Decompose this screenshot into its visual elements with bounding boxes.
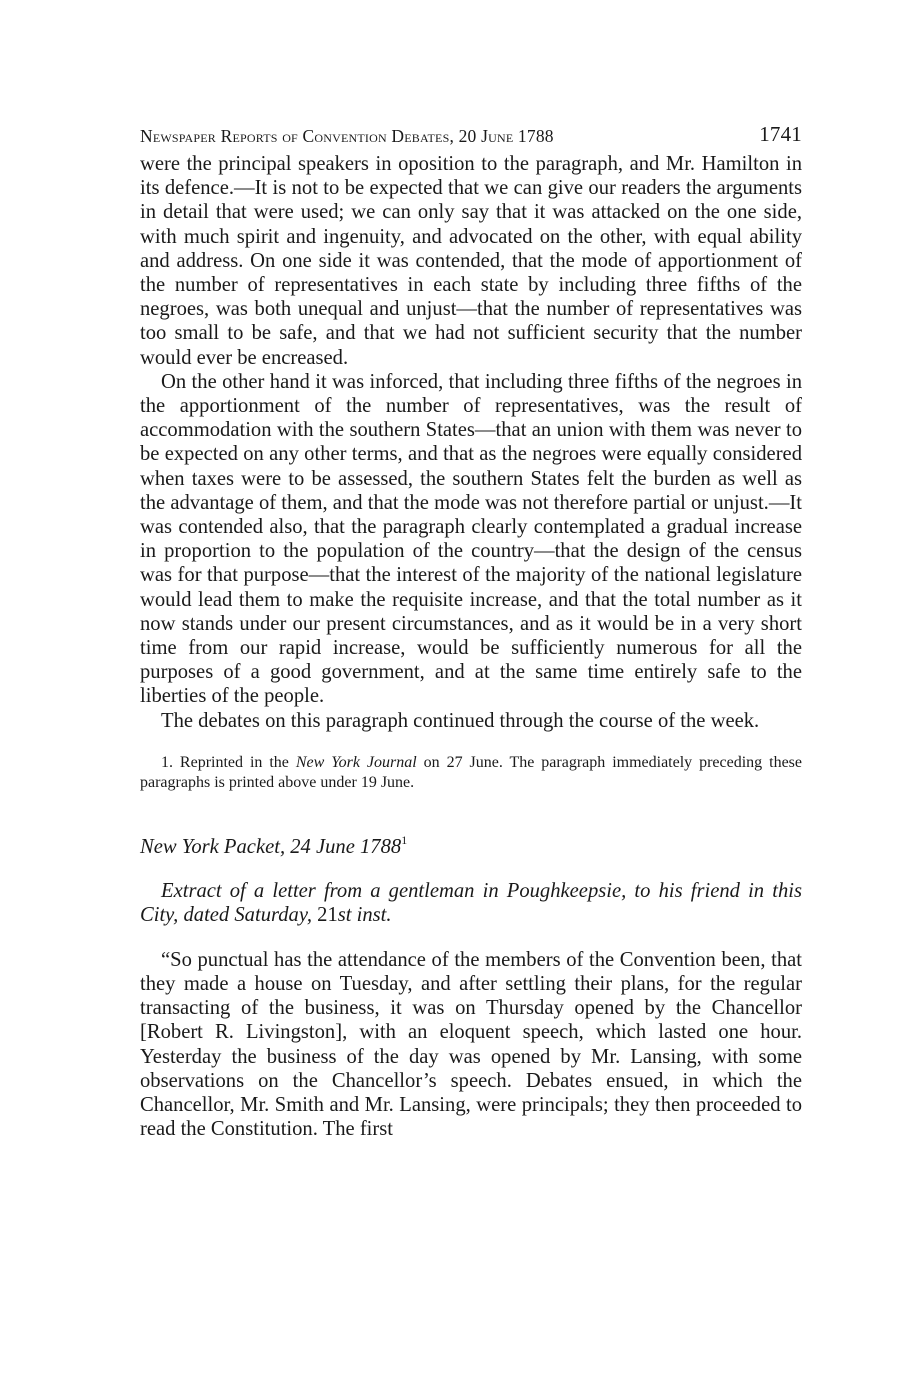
footnote-suffix: on 27 June. The paragraph immediately preceding these paragraphs is printed above under 19 June. bbox=[140, 753, 802, 791]
extract-heading-suffix: st inst. bbox=[337, 904, 392, 927]
document-heading-note-ref: 1 bbox=[401, 832, 408, 847]
paragraph-continuation: were the principal speakers in oposition to the paragraph, and Mr. Hamilton in its defence.—It is not to be expected that we can give our readers the arguments in detail that were used; we can only say that it was attacked on the one side, with much spirit and ingenuity, and advocated on the other, with equal ability and address. On one side it was contended, that the mode of apportionment of the number of representatives in each state by including three fifths of the negroes, was both unequal and unjust—that the number of representatives was too small to be safe, and that we had not sufficient security that the number would ever be encreased. bbox=[140, 153, 802, 369]
document-heading-title: New York Packet, 24 June 1788 bbox=[140, 835, 402, 858]
report-body bbox=[140, 152, 802, 733]
running-header bbox=[140, 118, 802, 152]
extract-heading bbox=[140, 879, 802, 927]
footnote-1 bbox=[140, 753, 802, 793]
running-title: Newspaper Reports of Convention Debates, 20 June 1788 bbox=[140, 126, 554, 146]
page-number: 1741 bbox=[759, 122, 802, 146]
extract-heading-text: Extract of a letter from a gentleman in Poughkeepsie, to his friend in this City, dated Saturday, bbox=[140, 879, 802, 927]
extract-heading-date: 21 bbox=[317, 904, 338, 927]
footnote-journal-title: New York Journal bbox=[295, 753, 417, 771]
extract-body bbox=[140, 948, 802, 1142]
paragraph-other-hand: On the other hand it was inforced, that including three fifths of the negroes in the apportionment of the number of representatives, was the result of accommodation with the southern States—that an union with them was never to be expected on any other terms, and that as the negroes were equally considered when taxes were to be assessed, the southern States felt the burden as well as the advantage of them, and that the mode was not therefore partial or unjust.—It was contended also, that the paragraph clearly contemplated a gradual increase in proportion to the population of the country—that the design of the census was for that purpose—that the interest of the majority of the national legislature would lead them to make the requisite increase, and that the total number as it now stands under our present circumstances, and as it would be in a very short time from our rapid increase, would be sufficiently numerous for all the purposes of a good government, and at the same time entirely safe to the liberties of the people. bbox=[140, 370, 802, 708]
document-heading bbox=[140, 832, 802, 859]
footnote-prefix: 1. Reprinted in the bbox=[161, 753, 296, 771]
paragraph-debates-continued: The debates on this paragraph continued through the course of the week. bbox=[161, 709, 760, 732]
document-page bbox=[140, 118, 802, 1142]
extract-paragraph: “So punctual has the attendance of the members of the Convention been, that they made a house on Tuesday, and after settling their plans, for the regular transacting of the business, it was on Thursday opened by the Chancellor [Robert R. Livingston], with an eloquent speech, which lasted one hour. Yesterday the business of the day was opened by Mr. Lansing, with some observations on the Chancellor’s speech. Debates ensued, in which the Chancellor, Mr. Smith and Mr. Lansing, were principals; they then proceeded to read the Constitution. The first bbox=[140, 948, 802, 1141]
